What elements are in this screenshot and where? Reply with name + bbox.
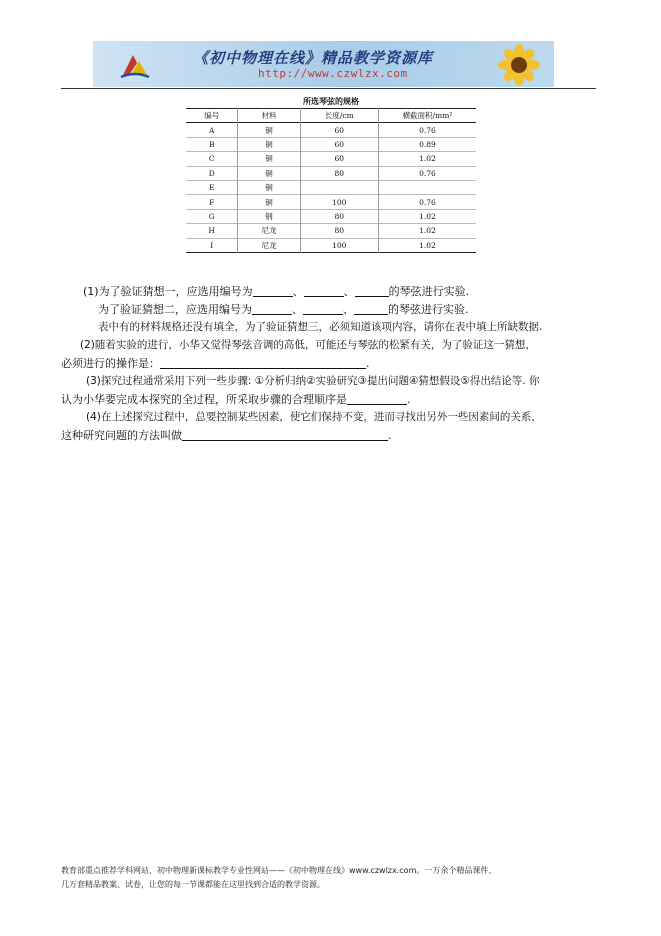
header-id: 编号 [204, 111, 220, 121]
table-row [186, 137, 476, 151]
q2-line2-text: 必须进行的操作是： [61, 357, 160, 370]
cell-material: 钢 [238, 209, 300, 223]
answer-blank[interactable] [347, 392, 407, 405]
cell-id: D [208, 168, 215, 178]
cell-material: 铜 [238, 166, 300, 180]
site-url: http://www.czwlzx.com [258, 67, 408, 80]
cell-material: 铜 [238, 137, 300, 151]
cell-area: 0.76 [378, 123, 476, 137]
string-spec-table [186, 108, 476, 253]
cell-id: B [208, 139, 215, 149]
separator: 、 [343, 285, 355, 298]
answer-blank[interactable] [253, 284, 293, 297]
answer-blank[interactable] [355, 284, 389, 297]
site-logo-icon [119, 51, 151, 79]
q1-line2 [98, 301, 469, 317]
cell-area: 0.89 [378, 137, 476, 151]
table-row [186, 123, 476, 137]
page-footer [61, 864, 596, 892]
cell-material: 铜 [238, 152, 300, 166]
cell-id: I [210, 240, 214, 250]
separator: 、 [343, 303, 354, 316]
q3-line2-text: 认为小华要完成本探究的全过程，所采取步骤的合理顺序是 [61, 393, 347, 406]
cell-area: 1.02 [378, 224, 476, 238]
site-title: 《初中物理在线》精品教学资源库 [193, 49, 434, 67]
table-row [186, 238, 476, 252]
q1-suffix: 的琴弦进行实验. [388, 303, 469, 316]
q3-line2 [61, 391, 411, 407]
q2-line1: (2)随着实验的进行，小华又觉得琴弦音调的高低，可能还与琴弦的松紧有关，为了验证这一猜想， [80, 339, 536, 351]
period: . [388, 429, 392, 442]
cell-area: 0.76 [378, 166, 476, 180]
cell-length: 60 [300, 123, 378, 137]
cell-area: 1.02 [378, 238, 476, 252]
q4-line2-text: 这种研究问题的方法叫做 [61, 429, 182, 442]
cell-length [300, 180, 378, 194]
cell-area: 0.76 [378, 195, 476, 209]
cell-length: 60 [300, 137, 378, 151]
table-row [186, 209, 476, 223]
answer-blank[interactable] [304, 284, 344, 297]
table-header-row [186, 109, 476, 123]
cell-material: 铜 [238, 195, 300, 209]
cell-area: 1.02 [378, 152, 476, 166]
cell-material: 铜 [238, 123, 300, 137]
answer-blank[interactable] [354, 302, 388, 315]
footer-line2: 几万套精品教案、试卷，让您的每一节课都能在这里找到合适的教学资源。 [61, 880, 325, 889]
cell-id: H [208, 226, 215, 236]
q1-line1 [83, 283, 469, 299]
q1-suffix: 的琴弦进行实验. [388, 285, 470, 298]
table-row [186, 224, 476, 238]
header-banner [93, 41, 554, 87]
q1-line1-text: (1)为了验证猜想一，应选用编号为 [83, 285, 253, 298]
period: . [407, 393, 411, 406]
separator: 、 [292, 303, 303, 316]
table-caption: 所选琴弦的规格 [303, 97, 359, 106]
cell-length: 80 [300, 166, 378, 180]
answer-blank[interactable] [160, 356, 366, 369]
sunflower-icon [490, 43, 548, 87]
q4-line2 [61, 427, 392, 443]
header-material: 材料 [238, 109, 300, 123]
table-row [186, 152, 476, 166]
cell-length: 80 [300, 209, 378, 223]
q2-line2 [61, 355, 370, 371]
answer-blank[interactable] [182, 428, 388, 441]
header-rule [61, 88, 596, 89]
cell-id: C [208, 154, 215, 164]
q1-line2-text: 为了验证猜想二，应选用编号为 [98, 303, 252, 316]
header-area: 横截面积/mm² [378, 109, 476, 123]
table-row [186, 166, 476, 180]
separator: 、 [292, 285, 304, 298]
footer-line1: 教育部重点推荐学科网站、初中物理新课标教学专业性网站——《初中物理在线》www.czwlzx.com。一万余个精品课件、 [61, 866, 497, 875]
cell-id: E [208, 183, 215, 193]
cell-material: 铜 [238, 180, 300, 194]
cell-length: 60 [300, 152, 378, 166]
cell-material: 尼龙 [238, 224, 300, 238]
q3-line1: (3)探究过程通常采用下列一些步骤: ①分析归纳②实验研究③提出问题④猜想假设⑤得出结论等. 你 [86, 375, 540, 387]
table-row [186, 180, 476, 194]
cell-area: 1.02 [378, 209, 476, 223]
cell-id: G [208, 211, 215, 221]
q4-line1: (4)在上述探究过程中，总要控制某些因素，使它们保持不变，进而寻找出另外一些因素间的关系， [86, 411, 542, 423]
cell-length: 100 [300, 195, 378, 209]
cell-id: A [208, 125, 215, 135]
header-length: 长度/cm [300, 109, 378, 123]
table-row [186, 195, 476, 209]
q1-line3: 表中有的材料规格还没有填全，为了验证猜想三，必须知道该项内容，请你在表中填上所缺数据. [98, 321, 543, 333]
cell-area [378, 180, 476, 194]
cell-material: 尼龙 [238, 238, 300, 252]
cell-id: F [209, 197, 215, 207]
period: . [366, 357, 370, 370]
cell-length: 100 [300, 238, 378, 252]
cell-length: 80 [300, 224, 378, 238]
answer-blank[interactable] [303, 302, 343, 315]
answer-blank[interactable] [252, 302, 292, 315]
